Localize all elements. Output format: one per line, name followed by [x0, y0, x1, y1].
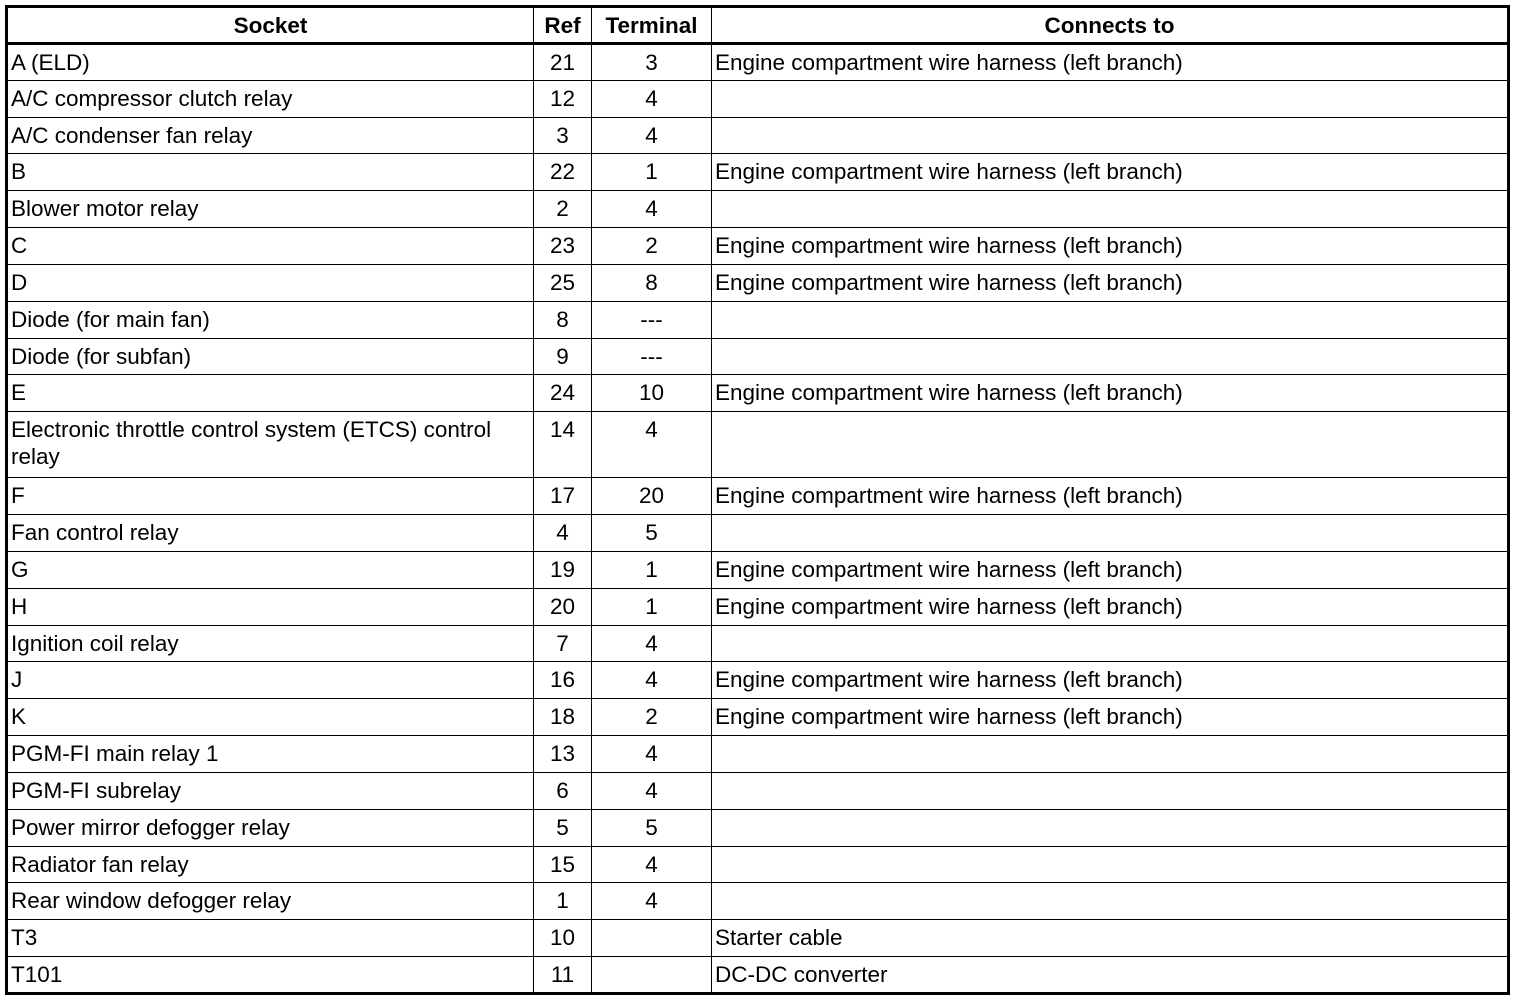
connects-to-cell — [712, 736, 1509, 773]
table-row — [7, 736, 1509, 773]
ref-cell: 24 — [534, 375, 592, 412]
table-row — [7, 117, 1509, 154]
socket-cell: Diode (for main fan) — [7, 301, 534, 338]
socket-cell: A (ELD) — [7, 44, 534, 81]
connects-to-cell — [712, 809, 1509, 846]
ref-cell: 23 — [534, 228, 592, 265]
socket-cell: T3 — [7, 920, 534, 957]
table-row — [7, 551, 1509, 588]
table-row — [7, 772, 1509, 809]
terminal-cell: 1 — [592, 154, 712, 191]
socket-table — [5, 5, 1510, 995]
table-row — [7, 883, 1509, 920]
connects-to-cell: Engine compartment wire harness (left branch) — [712, 478, 1509, 515]
terminal-cell: 4 — [592, 625, 712, 662]
table-row — [7, 301, 1509, 338]
ref-cell: 13 — [534, 736, 592, 773]
terminal-cell: 2 — [592, 699, 712, 736]
connects-to-cell — [712, 117, 1509, 154]
socket-cell: A/C compressor clutch relay — [7, 80, 534, 117]
connects-to-cell: Engine compartment wire harness (left branch) — [712, 154, 1509, 191]
ref-cell: 16 — [534, 662, 592, 699]
terminal-cell: 4 — [592, 80, 712, 117]
socket-cell: Blower motor relay — [7, 191, 534, 228]
header-ref: Ref — [534, 7, 592, 44]
terminal-cell: 4 — [592, 117, 712, 154]
table-row — [7, 191, 1509, 228]
connects-to-cell: DC-DC converter — [712, 957, 1509, 994]
header-connects-to: Connects to — [712, 7, 1509, 44]
ref-cell: 1 — [534, 883, 592, 920]
terminal-cell: 4 — [592, 772, 712, 809]
terminal-cell: 1 — [592, 588, 712, 625]
table-row — [7, 662, 1509, 699]
socket-cell: A/C condenser fan relay — [7, 117, 534, 154]
ref-cell: 14 — [534, 412, 592, 478]
connects-to-cell: Engine compartment wire harness (left branch) — [712, 551, 1509, 588]
table-row — [7, 846, 1509, 883]
socket-cell: C — [7, 228, 534, 265]
socket-cell: F — [7, 478, 534, 515]
ref-cell: 9 — [534, 338, 592, 375]
connects-to-cell — [712, 846, 1509, 883]
table-row — [7, 264, 1509, 301]
socket-cell: D — [7, 264, 534, 301]
connects-to-cell: Engine compartment wire harness (left branch) — [712, 588, 1509, 625]
terminal-cell: 4 — [592, 662, 712, 699]
socket-cell: Rear window defogger relay — [7, 883, 534, 920]
terminal-cell: 4 — [592, 412, 712, 478]
connects-to-cell — [712, 772, 1509, 809]
socket-cell: E — [7, 375, 534, 412]
ref-cell: 5 — [534, 809, 592, 846]
connects-to-cell — [712, 338, 1509, 375]
table-row — [7, 228, 1509, 265]
socket-cell: H — [7, 588, 534, 625]
table-row — [7, 809, 1509, 846]
ref-cell: 18 — [534, 699, 592, 736]
connects-to-cell: Engine compartment wire harness (left branch) — [712, 44, 1509, 81]
connects-to-cell — [712, 80, 1509, 117]
ref-cell: 8 — [534, 301, 592, 338]
table-row — [7, 478, 1509, 515]
terminal-cell: 3 — [592, 44, 712, 81]
table-row — [7, 44, 1509, 81]
socket-cell: K — [7, 699, 534, 736]
ref-cell: 21 — [534, 44, 592, 81]
ref-cell: 7 — [534, 625, 592, 662]
terminal-cell — [592, 920, 712, 957]
terminal-cell: --- — [592, 301, 712, 338]
terminal-cell: 10 — [592, 375, 712, 412]
table-body — [7, 44, 1509, 994]
socket-cell: Radiator fan relay — [7, 846, 534, 883]
header-row — [7, 7, 1509, 44]
ref-cell: 22 — [534, 154, 592, 191]
header-terminal: Terminal — [592, 7, 712, 44]
socket-cell: B — [7, 154, 534, 191]
ref-cell: 25 — [534, 264, 592, 301]
ref-cell: 2 — [534, 191, 592, 228]
terminal-cell: 20 — [592, 478, 712, 515]
socket-cell: Fan control relay — [7, 515, 534, 552]
socket-cell: PGM-FI subrelay — [7, 772, 534, 809]
table-row — [7, 515, 1509, 552]
connects-to-cell: Engine compartment wire harness (left branch) — [712, 375, 1509, 412]
ref-cell: 20 — [534, 588, 592, 625]
socket-cell: Electronic throttle control system (ETCS) control relay — [7, 412, 534, 478]
socket-cell: PGM-FI main relay 1 — [7, 736, 534, 773]
table-row — [7, 375, 1509, 412]
socket-cell: Power mirror defogger relay — [7, 809, 534, 846]
table-row — [7, 625, 1509, 662]
ref-cell: 6 — [534, 772, 592, 809]
ref-cell: 15 — [534, 846, 592, 883]
table-row — [7, 588, 1509, 625]
table-row — [7, 957, 1509, 994]
terminal-cell: 5 — [592, 515, 712, 552]
table-row — [7, 699, 1509, 736]
table-row — [7, 920, 1509, 957]
connects-to-cell: Engine compartment wire harness (left branch) — [712, 699, 1509, 736]
table-row — [7, 80, 1509, 117]
connects-to-cell — [712, 883, 1509, 920]
terminal-cell: 8 — [592, 264, 712, 301]
ref-cell: 3 — [534, 117, 592, 154]
socket-cell: Ignition coil relay — [7, 625, 534, 662]
terminal-cell — [592, 957, 712, 994]
connects-to-cell: Engine compartment wire harness (left branch) — [712, 662, 1509, 699]
ref-cell: 19 — [534, 551, 592, 588]
connects-to-cell — [712, 191, 1509, 228]
ref-cell: 17 — [534, 478, 592, 515]
connects-to-cell — [712, 301, 1509, 338]
connects-to-cell — [712, 515, 1509, 552]
connects-to-cell — [712, 412, 1509, 478]
terminal-cell: 2 — [592, 228, 712, 265]
ref-cell: 4 — [534, 515, 592, 552]
connects-to-cell: Starter cable — [712, 920, 1509, 957]
connects-to-cell: Engine compartment wire harness (left branch) — [712, 264, 1509, 301]
terminal-cell: 5 — [592, 809, 712, 846]
socket-cell: T101 — [7, 957, 534, 994]
table-row — [7, 154, 1509, 191]
terminal-cell: 4 — [592, 846, 712, 883]
connects-to-cell: Engine compartment wire harness (left branch) — [712, 228, 1509, 265]
socket-cell: Diode (for subfan) — [7, 338, 534, 375]
connects-to-cell — [712, 625, 1509, 662]
terminal-cell: --- — [592, 338, 712, 375]
ref-cell: 12 — [534, 80, 592, 117]
ref-cell: 11 — [534, 957, 592, 994]
ref-cell: 10 — [534, 920, 592, 957]
table-row — [7, 412, 1509, 478]
terminal-cell: 4 — [592, 191, 712, 228]
socket-cell: J — [7, 662, 534, 699]
terminal-cell: 4 — [592, 883, 712, 920]
header-socket: Socket — [7, 7, 534, 44]
terminal-cell: 4 — [592, 736, 712, 773]
terminal-cell: 1 — [592, 551, 712, 588]
table-row — [7, 338, 1509, 375]
socket-cell: G — [7, 551, 534, 588]
